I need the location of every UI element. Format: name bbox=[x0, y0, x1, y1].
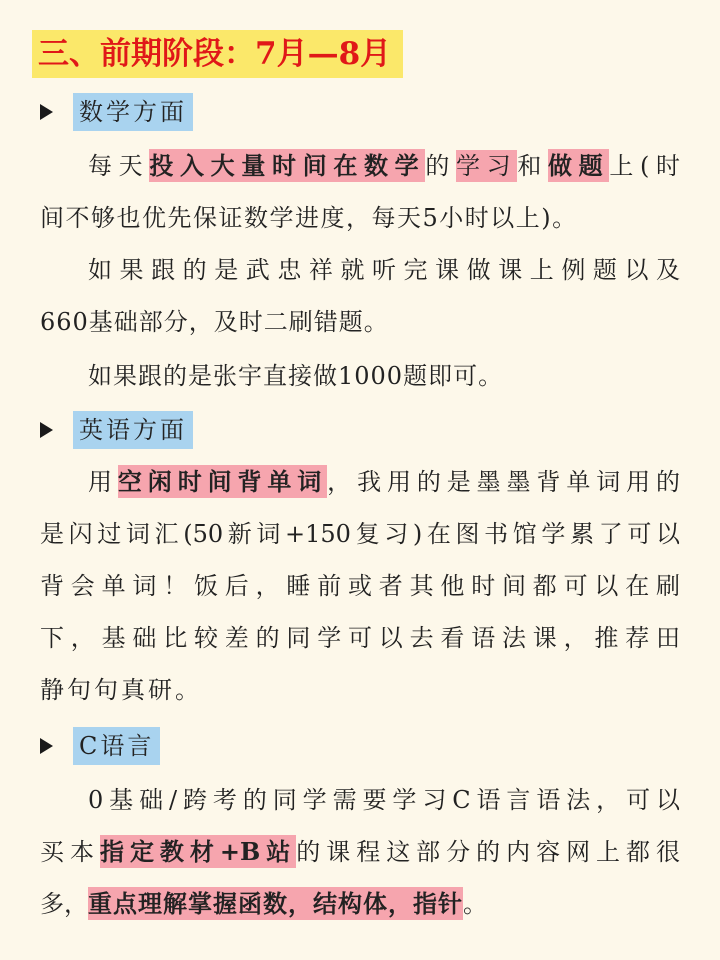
page-title: 三、前期阶段：7月—8月 bbox=[32, 30, 403, 78]
highlight-study: 学习 bbox=[456, 152, 518, 180]
english-paragraph-line-3: 背会单词！饭后，睡前或者其他时间都可以在刷 bbox=[40, 572, 680, 600]
section-label-english: 英语方面 bbox=[73, 411, 193, 449]
math-paragraph-line-2: 间不够也优先保证数学进度，每天5小时以上)。 bbox=[40, 204, 578, 232]
c-paragraph-line-2: 买本指定教材+B站的课程这部分的内容网上都很 bbox=[40, 837, 680, 866]
english-paragraph-line-5: 静句句真研。 bbox=[40, 676, 202, 704]
highlight-practice: 做题 bbox=[548, 151, 610, 180]
math-paragraph-line-4: 660基础部分，及时二刷错题。 bbox=[40, 308, 389, 336]
section-label-c: C语言 bbox=[73, 727, 160, 765]
highlight-textbook-bilibili: 指定教材+B站 bbox=[99, 837, 297, 866]
arrow-bullet-icon bbox=[40, 738, 53, 754]
english-paragraph-line-1: 用空闲时间背单词，我用的是墨墨背单词用的 bbox=[88, 467, 680, 496]
section-header-english bbox=[38, 410, 193, 450]
highlight-invest-time: 投入大量时间在数学 bbox=[149, 151, 426, 180]
section-label-math: 数学方面 bbox=[73, 93, 193, 131]
arrow-bullet-icon bbox=[40, 104, 53, 120]
english-paragraph-line-4: 下，基础比较差的同学可以去看语法课，推荐田 bbox=[40, 624, 680, 652]
c-paragraph-line-1: 0基础/跨考的同学需要学习C语言语法，可以 bbox=[88, 786, 680, 814]
highlight-spare-time-vocab: 空闲时间背单词 bbox=[117, 467, 328, 496]
math-paragraph-line-1: 每天投入大量时间在数学的学习和做题上(时 bbox=[88, 151, 680, 180]
math-paragraph-line-3: 如果跟的是武忠祥就听完课做课上例题以及 bbox=[88, 256, 680, 284]
arrow-bullet-icon bbox=[40, 422, 53, 438]
section-header-math bbox=[38, 92, 193, 132]
c-paragraph-line-3: 多，重点理解掌握函数，结构体，指针。 bbox=[40, 889, 487, 918]
english-paragraph-line-2: 是闪过词汇(50新词+150复习)在图书馆学累了可以 bbox=[40, 520, 680, 548]
section-header-c bbox=[38, 726, 160, 766]
math-paragraph-line-5: 如果跟的是张宇直接做1000题即可。 bbox=[88, 362, 504, 390]
highlight-functions-structs-pointers: 重点理解掌握函数，结构体，指针 bbox=[88, 889, 463, 918]
